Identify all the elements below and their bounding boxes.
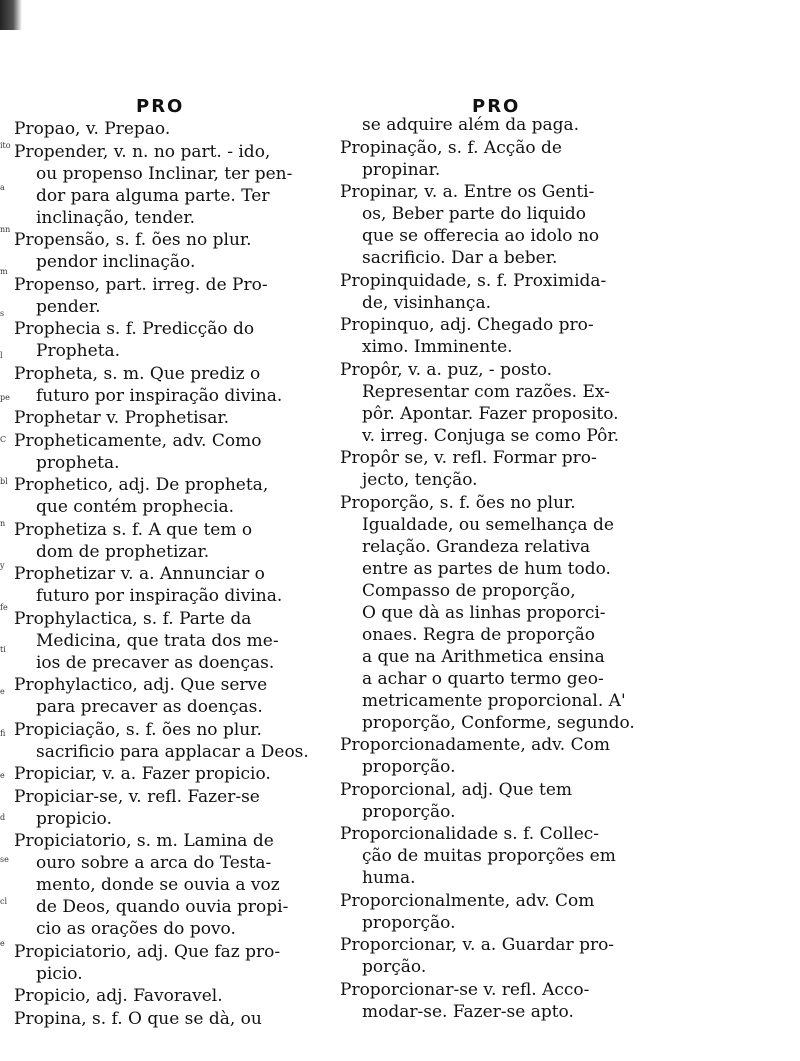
entry-line: futuro por inspiração divina. bbox=[36, 586, 283, 606]
entry-headword-line: Propicio, adj. Favoravel. bbox=[14, 986, 223, 1006]
dictionary-entry bbox=[340, 492, 670, 734]
dictionary-entry bbox=[14, 519, 334, 563]
entry-line: porção. bbox=[362, 957, 427, 977]
entry-line: metricamente proporcional. A' bbox=[362, 690, 626, 711]
margin-fragment: se bbox=[0, 855, 9, 864]
entry-headword-line: Proporcionalidade s. f. Collec- bbox=[340, 824, 600, 844]
entry-line: de Deos, quando ouvia propi- bbox=[36, 897, 289, 917]
dictionary-entry bbox=[14, 1008, 334, 1030]
entry-line: proporção. bbox=[362, 912, 456, 933]
dictionary-entry bbox=[340, 823, 670, 889]
entry-line: que contém prophecia. bbox=[36, 497, 235, 517]
dictionary-entry bbox=[14, 674, 334, 718]
entry-line: huma. bbox=[362, 868, 416, 888]
entry-line: ou propenso Inclinar, ter pen- bbox=[36, 163, 293, 184]
entry-line: que se offerecia ao idolo no bbox=[362, 226, 600, 246]
dictionary-entry bbox=[14, 318, 334, 362]
entry-headword-line: Prophetar v. Prophetisar. bbox=[14, 408, 230, 428]
entry-headword-line: Propiciatorio, s. m. Lamina de bbox=[14, 831, 274, 851]
dictionary-entry bbox=[14, 719, 334, 763]
dictionary-entry bbox=[14, 363, 334, 407]
entry-line: inclinação, tender. bbox=[36, 207, 196, 228]
margin-fragment: s bbox=[0, 309, 5, 318]
entry-line: Compasso de proporção, bbox=[362, 580, 576, 601]
margin-fragment: a bbox=[0, 183, 5, 192]
dictionary-entry bbox=[14, 430, 334, 474]
entry-headword-line: Prophetizar v. a. Annunciar o bbox=[14, 564, 265, 584]
dictionary-entry bbox=[14, 941, 334, 985]
entry-line: a achar o quarto termo geo- bbox=[362, 668, 604, 689]
entry-line: O que dà as linhas proporci- bbox=[362, 602, 606, 623]
entry-line: para precaver as doenças. bbox=[36, 697, 263, 717]
margin-fragment: y bbox=[0, 561, 5, 570]
entry-line: pôr. Apontar. Fazer proposito. bbox=[362, 403, 619, 424]
dictionary-entry bbox=[340, 137, 670, 181]
entry-headword-line: Propiciar-se, v. refl. Fazer-se bbox=[14, 786, 260, 807]
margin-fragment: m bbox=[0, 267, 8, 276]
dictionary-entry bbox=[14, 274, 334, 318]
entry-headword-line: Propenso, part. irreg. de Pro- bbox=[14, 274, 268, 295]
entry-line: v. irreg. Conjuga se como Pôr. bbox=[362, 425, 620, 446]
entry-line: ximo. Imminente. bbox=[362, 337, 513, 357]
entry-headword-line: Proporcionalmente, adv. Com bbox=[340, 890, 595, 911]
margin-fragment: fi bbox=[0, 729, 6, 738]
dictionary-entry bbox=[340, 890, 670, 934]
dictionary-entry bbox=[340, 734, 670, 778]
entry-line: pendor inclinação. bbox=[36, 252, 196, 272]
entry-line: de, visinhança. bbox=[362, 292, 491, 313]
dictionary-entry bbox=[14, 608, 334, 674]
entry-line: Propheta. bbox=[36, 341, 121, 361]
entry-line: mento, donde se ouvia a voz bbox=[36, 875, 280, 895]
entry-line: Representar com razões. Ex- bbox=[362, 381, 610, 402]
margin-fragment: fe bbox=[0, 603, 8, 612]
entry-line: pender. bbox=[36, 296, 101, 317]
margin-fragment: n bbox=[0, 519, 6, 528]
entry-line: os, Beber parte do liquido bbox=[362, 204, 587, 224]
dictionary-entry bbox=[340, 359, 670, 447]
entry-line: dor para alguma parte. Ter bbox=[36, 185, 270, 206]
entry-line: se adquire além da paga. bbox=[362, 115, 580, 135]
margin-fragment: C bbox=[0, 435, 7, 444]
entry-line: relação. Grandeza relativa bbox=[362, 536, 591, 557]
dictionary-entry bbox=[340, 270, 670, 314]
entry-headword-line: Propinquo, adj. Chegado pro- bbox=[340, 315, 594, 335]
dictionary-entry bbox=[14, 229, 334, 273]
margin-fragment: ti bbox=[0, 645, 6, 654]
margin-fragment: ito bbox=[0, 141, 11, 150]
entry-line: jecto, tenção. bbox=[362, 470, 478, 490]
margin-fragment: d bbox=[0, 813, 6, 822]
entry-line: proporção, Conforme, segundo. bbox=[362, 712, 635, 733]
dictionary-entry bbox=[14, 830, 334, 940]
entry-line: sacrificio para applacar a Deos. bbox=[36, 741, 309, 762]
left-running-head: PRO bbox=[136, 96, 185, 117]
dictionary-entry bbox=[340, 114, 670, 136]
entry-line: Medicina, que trata dos me- bbox=[36, 630, 279, 651]
entry-headword-line: Proporcionar, v. a. Guardar pro- bbox=[340, 935, 615, 955]
entry-line: a que na Arithmetica ensina bbox=[362, 646, 605, 667]
entry-headword-line: Proporcional, adj. Que tem bbox=[340, 779, 573, 800]
dictionary-entry bbox=[14, 141, 334, 229]
entry-headword-line: Proporcionar-se v. refl. Acco- bbox=[340, 979, 590, 1000]
dictionary-entry bbox=[14, 118, 334, 140]
entry-line: propinar. bbox=[362, 159, 441, 180]
entry-headword-line: Propiciação, s. f. ões no plur. bbox=[14, 719, 262, 740]
entry-headword-line: Prophetiza s. f. A que tem o bbox=[14, 519, 253, 540]
dictionary-entry bbox=[14, 985, 334, 1007]
entry-line: futuro por inspiração divina. bbox=[36, 385, 283, 406]
margin-fragment: nn bbox=[0, 225, 11, 234]
left-margin-fragments bbox=[0, 125, 14, 1025]
entry-line: picio. bbox=[36, 963, 83, 984]
dictionary-entry bbox=[340, 934, 670, 978]
entry-line: proporção. bbox=[362, 757, 456, 777]
entry-line: cio as orações do povo. bbox=[36, 919, 236, 939]
margin-fragment: cl bbox=[0, 897, 8, 906]
entry-line: sacrificio. Dar a beber. bbox=[362, 248, 558, 268]
entry-headword-line: Propender, v. n. no part. - ido, bbox=[14, 141, 271, 162]
entry-line: propheta. bbox=[36, 452, 120, 473]
right-running-head: PRO bbox=[472, 96, 521, 117]
dictionary-entry bbox=[14, 407, 334, 429]
dictionary-entry bbox=[14, 563, 334, 607]
entry-headword-line: Propiciar, v. a. Fazer propicio. bbox=[14, 764, 271, 784]
entry-line: ouro sobre a arca do Testa- bbox=[36, 853, 272, 873]
entry-headword-line: Propinar, v. a. Entre os Genti- bbox=[340, 182, 595, 202]
entry-headword-line: Prophylactico, adj. Que serve bbox=[14, 675, 268, 695]
entry-headword-line: Propina, s. f. O que se dà, ou bbox=[14, 1008, 262, 1029]
dictionary-entry bbox=[14, 786, 334, 830]
margin-fragment: e bbox=[0, 687, 5, 696]
dictionary-entry bbox=[14, 474, 334, 518]
entry-headword-line: Propinquidade, s. f. Proximida- bbox=[340, 270, 607, 291]
entry-line: modar-se. Fazer-se apto. bbox=[362, 1001, 574, 1022]
entry-headword-line: Proporcionadamente, adv. Com bbox=[340, 735, 610, 755]
entry-headword-line: Propôr se, v. refl. Formar pro- bbox=[340, 448, 597, 468]
right-entries bbox=[340, 114, 670, 1023]
entry-line: ção de muitas proporções em bbox=[362, 846, 616, 866]
entry-line: propicio. bbox=[36, 808, 112, 829]
entry-headword-line: Propensão, s. f. ões no plur. bbox=[14, 230, 252, 250]
dictionary-entry bbox=[340, 181, 670, 269]
margin-fragment: bl bbox=[0, 477, 8, 486]
entry-headword-line: Propheta, s. m. Que prediz o bbox=[14, 363, 261, 384]
entry-line: proporção. bbox=[362, 801, 456, 822]
entry-line: entre as partes de hum todo. bbox=[362, 558, 611, 579]
entry-headword-line: Propao, v. Prepao. bbox=[14, 119, 171, 139]
left-entries bbox=[14, 118, 334, 1030]
entry-line: ios de precaver as doenças. bbox=[36, 652, 275, 673]
entry-headword-line: Prophecia s. f. Predicção do bbox=[14, 319, 255, 339]
entry-headword-line: Prophetico, adj. De propheta, bbox=[14, 475, 269, 495]
dictionary-entry bbox=[340, 314, 670, 358]
dictionary-entry bbox=[340, 979, 670, 1023]
entry-line: onaes. Regra de proporção bbox=[362, 624, 596, 645]
margin-fragment: l bbox=[0, 351, 3, 360]
entry-headword-line: Prophylactica, s. f. Parte da bbox=[14, 608, 252, 629]
entry-headword-line: Propinação, s. f. Acção de bbox=[340, 137, 562, 158]
entry-line: Igualdade, ou semelhança de bbox=[362, 514, 614, 535]
entry-line: dom de prophetizar. bbox=[36, 541, 210, 562]
margin-fragment: e bbox=[0, 771, 5, 780]
dictionary-entry bbox=[14, 763, 334, 785]
margin-fragment: e bbox=[0, 939, 5, 948]
dictionary-entry bbox=[340, 447, 670, 491]
entry-headword-line: Propheticamente, adv. Como bbox=[14, 430, 262, 451]
margin-fragment: pe bbox=[0, 393, 10, 402]
entry-headword-line: Propôr, v. a. puz, - posto. bbox=[340, 359, 553, 380]
entry-headword-line: Proporção, s. f. ões no plur. bbox=[340, 492, 576, 513]
scan-shadow bbox=[0, 0, 22, 30]
entry-headword-line: Propiciatorio, adj. Que faz pro- bbox=[14, 941, 281, 962]
dictionary-entry bbox=[340, 779, 670, 823]
